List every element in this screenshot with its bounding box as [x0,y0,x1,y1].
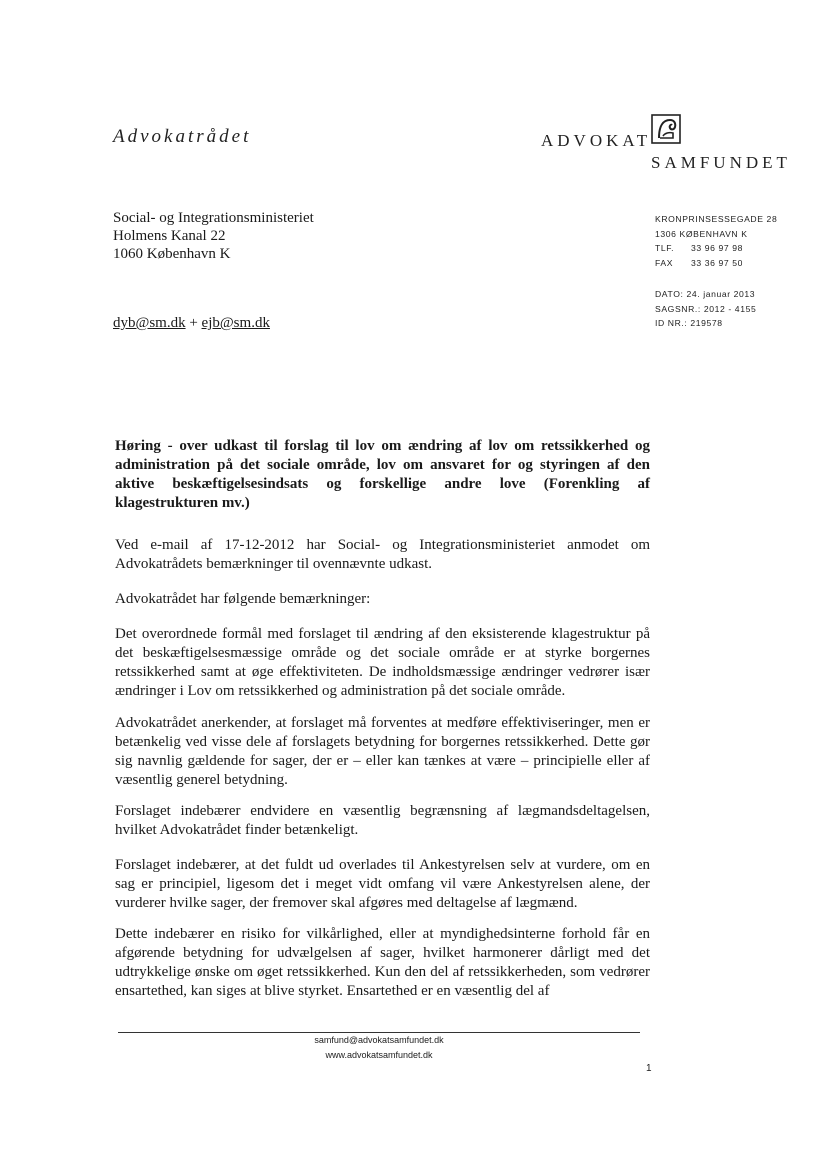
letter-subject: Høring - over udkast til forslag til lov om ændring af lov om retssikkerhed og administration på det sociale område, lov om ansvaret for og styringen af den aktive beskæftigelsesindsats og forskellige andre love (Forenkling af klagestrukturen mv.) [115,438,650,511]
phone-label: TLF. [655,243,675,254]
advokatsamfundet-logo-icon [651,114,681,144]
case-number: SAGSNR.: 2012 - 4155 [655,303,757,314]
paragraph-1: Ved e-mail af 17-12-2012 har Social- og Integrationsministeriet anmodet om Advokatrådets bemærkninger til ovennævnte udkast. [115,537,650,572]
brand-advokatraadet: Advokatrådet [113,126,252,147]
letter-date: DATO: 24. januar 2013 [655,289,756,299]
logo-text-samfundet: SAMFUNDET [651,153,791,172]
sender-contact [655,212,777,270]
footer-website[interactable]: www.advokatsamfundet.dk [325,1050,433,1060]
id-number: ID NR.: 219578 [655,318,723,329]
recipient-emails [113,315,270,332]
phone-number: 33 96 97 98 [691,243,743,254]
fax-label: FAX [655,257,674,268]
paragraph-3: Det overordnede formål med forslaget til ændring af den eksisterende klagestruktur på det beskæftigelsesmæssige område og det sociale område er at styrke borgernes retssikkerhed samt at øge effektiviteten. De indholdsmæssige ændringer vedrører især ændringer i Lov om retssikkerhed og administration på det sociale område. [115,626,650,699]
sender-city: 1306 KØBENHAVN K [655,228,748,239]
recipient-line: Social- og Integrationsministeriet [113,210,314,226]
fax-number: 33 36 97 50 [691,257,743,268]
paragraph-6: Forslaget indebærer, at det fuldt ud overlades til Ankestyrelsen selv at vurdere, om en sag er principiel, ligesom det i meget vidt omfang vil være Ankestyrelsen alene, der vurderer hvilke sager, der fremover skal afgøres med deltagelse af lægmænd. [115,857,650,911]
letter-meta [655,287,756,331]
footer-email[interactable]: samfund@advokatsamfundet.dk [314,1035,444,1045]
footer-divider [118,1032,640,1033]
recipient-line: 1060 København K [113,246,231,262]
paragraph-4: Advokatrådet anerkender, at forslaget må forventes at medføre effektiviseringer, men er betænkelig ved visse dele af forslagets betydning for borgernes retssikkerhed. Dette gør sig navnlig gældende for sager, der er – eller kan tænkes at være – principielle eller af væsentlig generel betydning. [115,715,650,788]
sender-phone [655,241,777,256]
logo-text-advokat: ADVOKAT [541,131,652,150]
paragraph-2: Advokatrådet har følgende bemærkninger: [115,591,371,607]
email-link-dyb[interactable]: dyb@sm.dk [113,315,186,331]
sender-address: KRONPRINSESSEGADE 28 [655,214,778,224]
email-separator: + [185,315,202,331]
paragraph-5: Forslaget indebærer endvidere en væsentlig begrænsning af lægmandsdeltagelsen, hvilket Advokatrådet finder betænkeligt. [115,803,650,838]
email-link-ejb[interactable]: ejb@sm.dk [201,315,270,331]
recipient-address [113,209,314,263]
sender-fax [655,256,777,271]
recipient-line: Holmens Kanal 22 [113,228,226,244]
paragraph-7: Dette indebærer en risiko for vilkårlighed, eller at myndighedsinterne forhold får en afgørende betydning for udvælgelsen af sager, hvilket harmonerer dårligt med det udtrykkelige ønske om øget retssikkerhed. Kun den del af retssikkerheden, som vedrører ensartethed, kan siges at blive styrket. Ensartethed er en væsentlig del af [115,926,650,999]
page-number: 1 [646,1063,652,1074]
